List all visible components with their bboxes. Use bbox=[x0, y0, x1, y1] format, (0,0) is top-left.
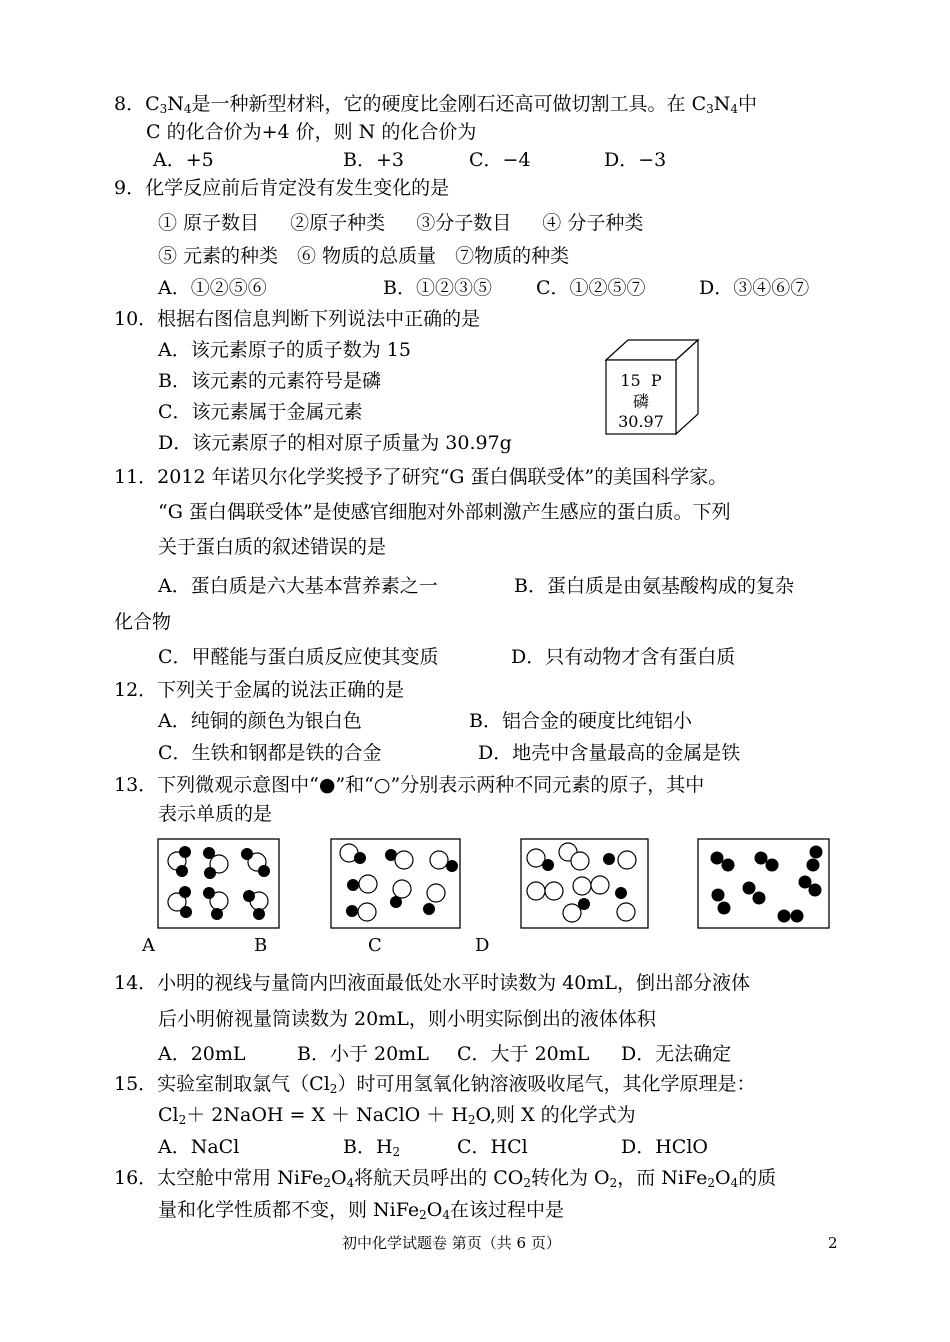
q15-option-d: D．HClO bbox=[621, 1136, 708, 1158]
q11-option-d: D．只有动物才含有蛋白质 bbox=[511, 646, 736, 668]
q12-option-d: D．地壳中含量最高的金属是铁 bbox=[478, 742, 741, 764]
q13-line1: 13．下列微观示意图中“●”和“○”分别表示两种不同元素的原子，其中 bbox=[114, 774, 705, 796]
q9-items-1: ① 原子数目 ②原子种类 ③分子数目 ④ 分子种类 bbox=[158, 212, 644, 234]
micro-diagram-b bbox=[330, 838, 462, 930]
q9-option-b: B．①②③⑤ bbox=[383, 277, 492, 299]
element-mass: 30.97 bbox=[618, 412, 664, 431]
q11-line2: “G 蛋白偶联受体”是使感官细胞对外部刺激产生感应的蛋白质。下列 bbox=[158, 501, 731, 523]
q12-option-c: C．生铁和钢都是铁的合金 bbox=[158, 742, 382, 764]
q10-option-a: A．该元素原子的质子数为 15 bbox=[158, 339, 411, 361]
q12-option-a: A．纯铜的颜色为银白色 bbox=[158, 710, 362, 732]
q10-option-c: C．该元素属于金属元素 bbox=[158, 401, 363, 423]
q15-option-c: C．HCl bbox=[457, 1136, 528, 1158]
q8-option-c: C．−4 bbox=[469, 149, 531, 171]
q12-stem: 12．下列关于金属的说法正确的是 bbox=[114, 679, 405, 701]
element-number-symbol: 15 P bbox=[620, 371, 662, 390]
q14-line1: 14．小明的视线与量筒内凹液面最低处水平时读数为 40mL，倒出部分液体 bbox=[114, 972, 751, 994]
footer-title: 初中化学试题卷 第页（共 6 页） bbox=[342, 1234, 561, 1252]
micro-diagram-c bbox=[520, 838, 650, 930]
q10-option-b: B．该元素的元素符号是磷 bbox=[158, 370, 381, 392]
q11-option-c: C．甲醛能与蛋白质反应使其变质 bbox=[158, 646, 439, 668]
q10-stem: 10．根据右图信息判断下列说法中正确的是 bbox=[114, 308, 481, 330]
q13-line2: 表示单质的是 bbox=[158, 803, 273, 825]
q15-line1: 15．实验室制取氯气$(Cl_2)$时可用氢氧化钠溶液吸收尾气，其化学原理是： bbox=[114, 1073, 756, 1096]
q8-option-b: B．+3 bbox=[343, 149, 404, 171]
q11-option-b: B．蛋白质是由氨基酸构成的复杂 bbox=[514, 575, 794, 597]
q16-line1: 16．太空舱中常用 $NiFe_2O_4$将航天员呼出的 $CO_2$转化为 $O_2$，而 $NiFe_2O_4$的质 bbox=[114, 1167, 777, 1190]
micro-label-d: D bbox=[475, 935, 490, 956]
q8-option-d: D．−3 bbox=[604, 149, 667, 171]
element-name: 磷 bbox=[632, 392, 649, 411]
q11-line1: 11．2012 年诺贝尔化学奖授予了研究“G 蛋白偶联受体”的美国科学家。 bbox=[114, 466, 728, 488]
q8-line2: C 的化合价为+4 价，则 N 的化合价为 bbox=[146, 121, 477, 143]
q14-option-a: A．20mL bbox=[158, 1043, 246, 1065]
q14-option-b: B．小于 20mL bbox=[297, 1043, 429, 1065]
q14-option-c: C．大于 20mL bbox=[457, 1043, 590, 1065]
q15-option-b: B．$H_2$ bbox=[343, 1136, 401, 1159]
q14-line2: 后小明俯视量筒读数为 20mL，则小明实际倒出的液体体积 bbox=[158, 1008, 656, 1030]
q14-option-d: D．无法确定 bbox=[621, 1043, 732, 1065]
q11-line3: 关于蛋白质的叙述错误的是 bbox=[158, 536, 387, 558]
element-card-phosphorus bbox=[598, 338, 702, 438]
q9-items-2: ⑤ 元素的种类 ⑥ 物质的总质量 ⑦物质的种类 bbox=[158, 245, 570, 267]
q10-option-d: D．该元素原子的相对原子质量为 30.97g bbox=[158, 432, 512, 454]
q9-option-d: D．③④⑥⑦ bbox=[699, 277, 810, 299]
q11-option-b-cont: 化合物 bbox=[114, 611, 172, 633]
q9-stem: 9．化学反应前后肯定没有发生变化的是 bbox=[114, 177, 450, 199]
page-number: 2 bbox=[828, 1234, 838, 1252]
q8-option-a: A．+5 bbox=[153, 149, 214, 171]
q15-option-a: A．NaCl bbox=[158, 1136, 240, 1158]
micro-label-a: A bbox=[142, 935, 155, 956]
micro-diagram-d bbox=[697, 838, 831, 930]
q8-line1: 8．$C_3N_4$是一种新型材料，它的硬度比金刚石还高可做切割工具。在 $C_3N_4$中 bbox=[114, 93, 758, 116]
q12-option-b: B．铝合金的硬度比纯铝小 bbox=[469, 710, 692, 732]
micro-label-b: B bbox=[254, 935, 268, 956]
q9-option-c: C．①②⑤⑦ bbox=[536, 277, 646, 299]
q15-line2: $Cl_2+$ 2NaOH = X ＋ NaClO ＋ $H_2O$,则 X 的化学式为 bbox=[158, 1104, 636, 1127]
q9-option-a: A．①②⑤⑥ bbox=[158, 277, 267, 299]
micro-diagram-a bbox=[157, 838, 281, 930]
q16-line2: 量和化学性质都不变，则 $NiFe_2O_4$在该过程中是 bbox=[158, 1199, 565, 1222]
micro-label-c: C bbox=[368, 935, 382, 956]
q11-option-a: A．蛋白质是六大基本营养素之一 bbox=[158, 575, 438, 597]
